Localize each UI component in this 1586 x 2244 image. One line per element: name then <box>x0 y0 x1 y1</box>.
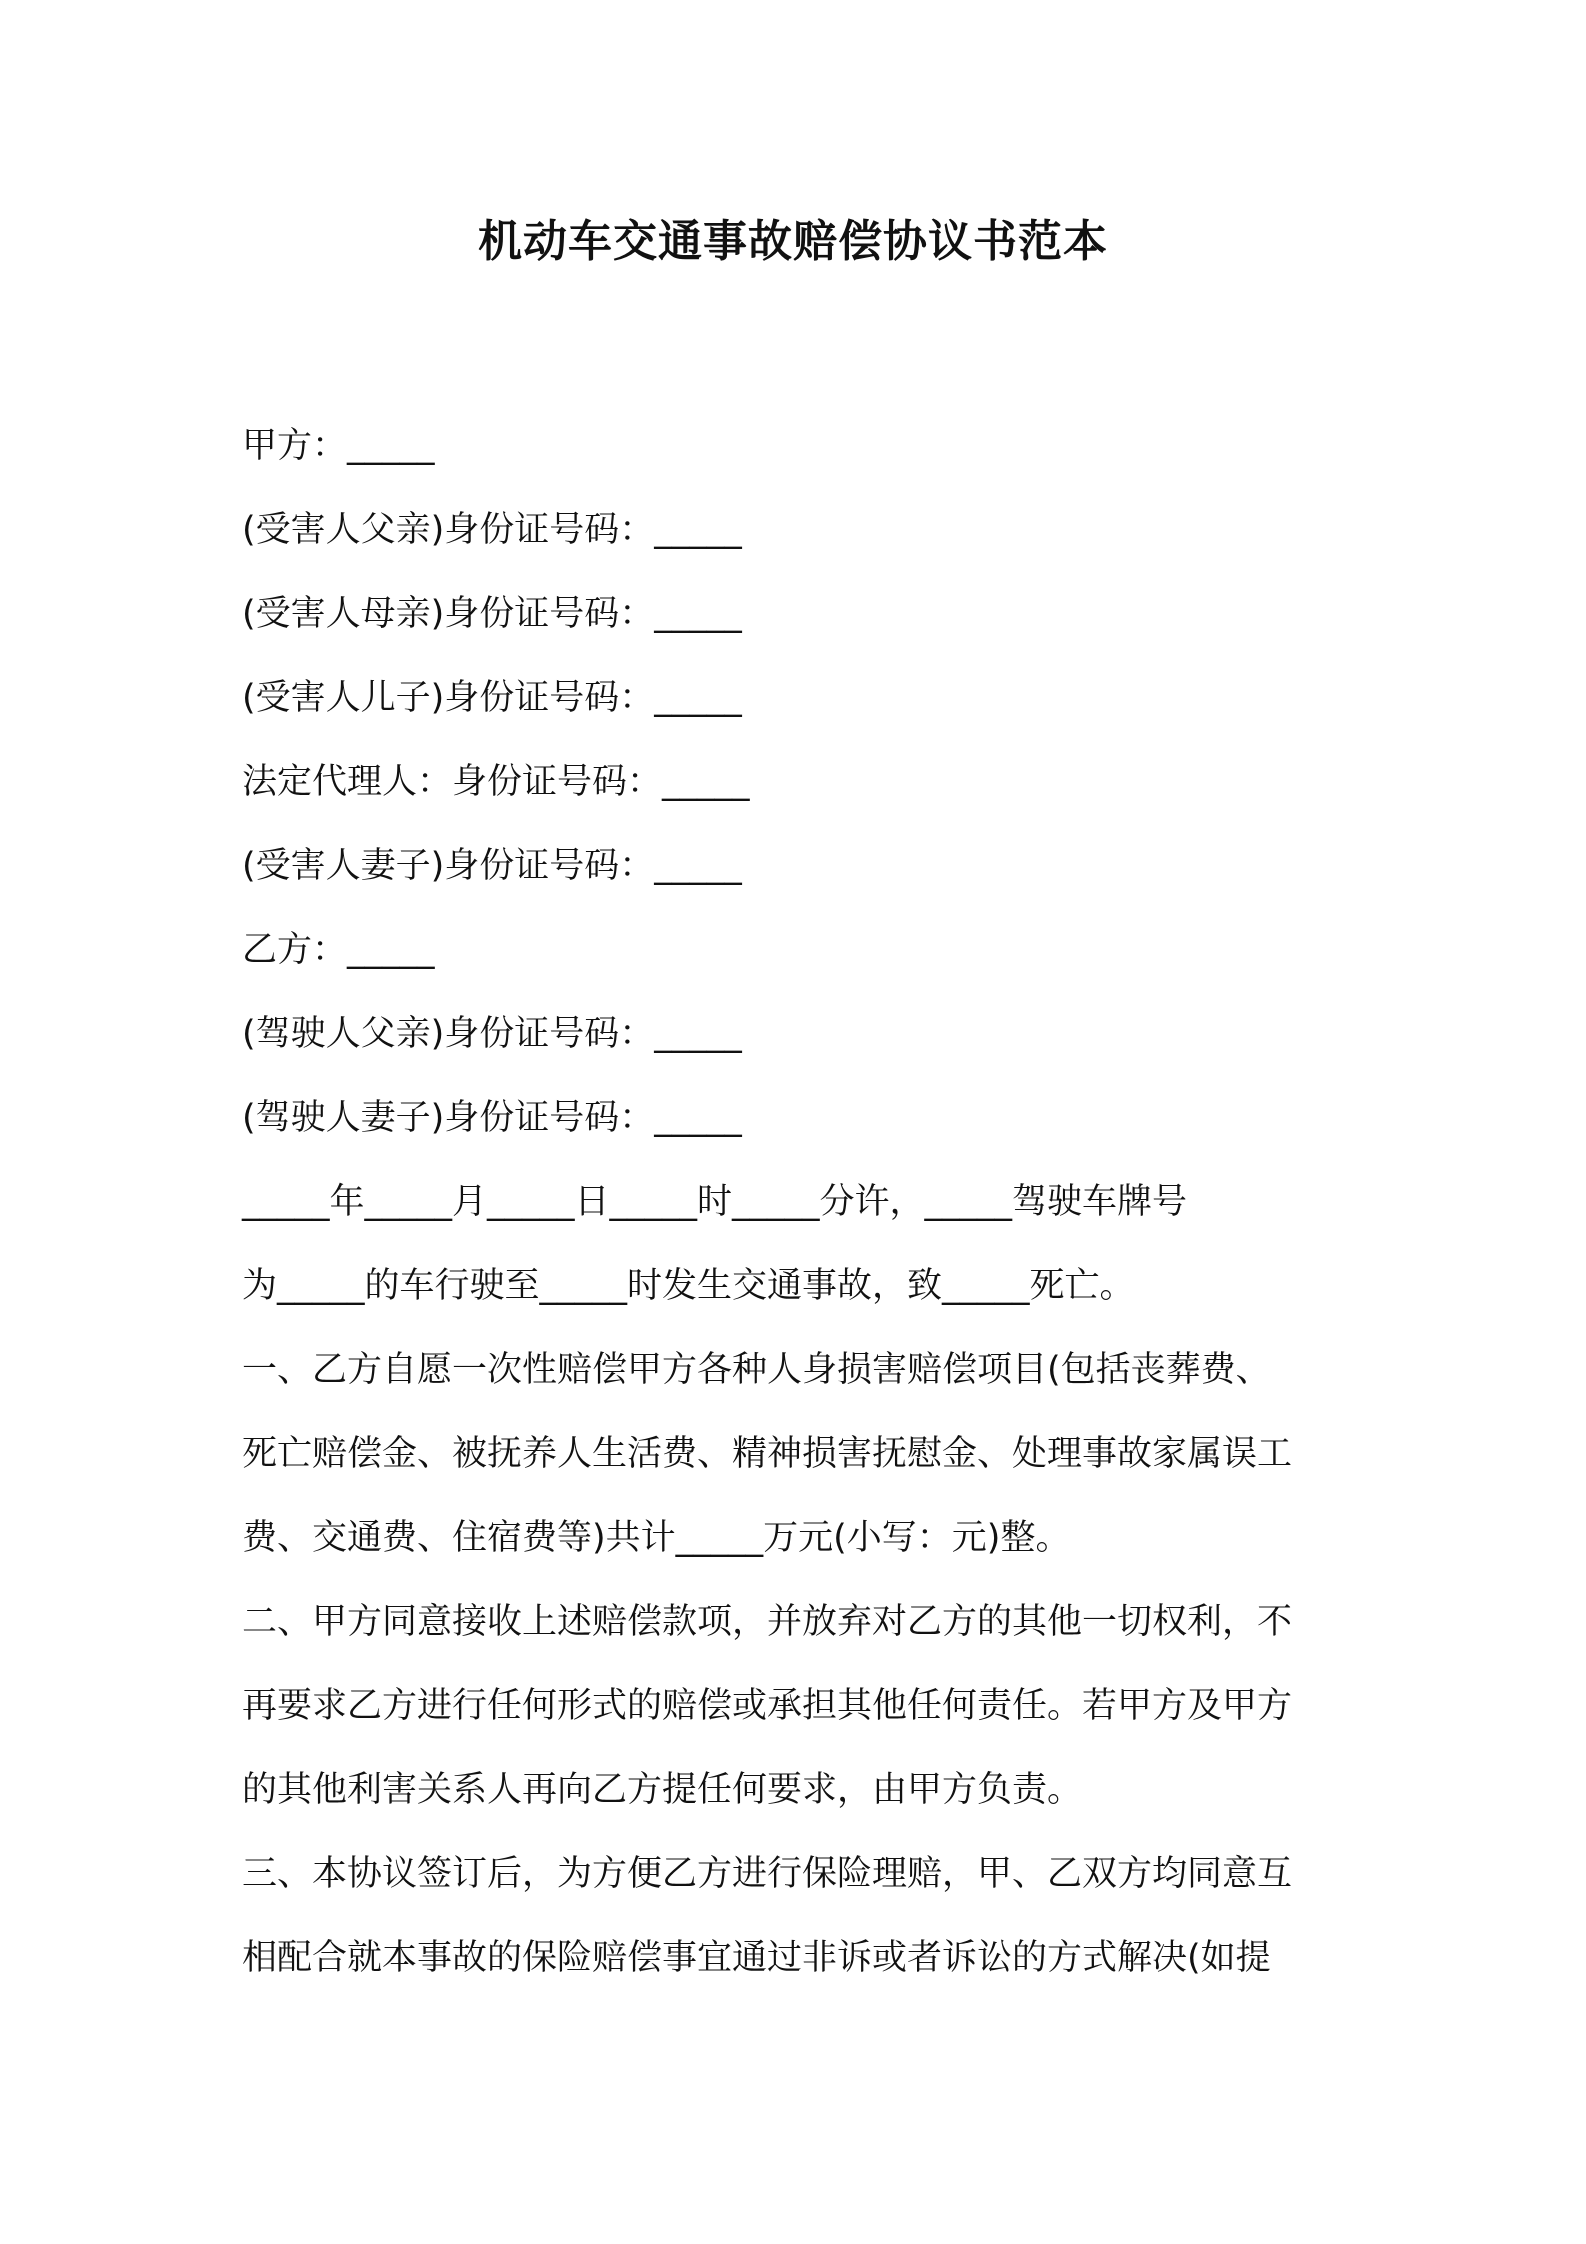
clause-3-line-1: 三、本协议签订后，为方便乙方进行保险理赔，甲、乙双方均同意互 <box>242 1854 1293 1894</box>
document-title: 机动车交通事故赔偿协议书范本 <box>478 216 1108 267</box>
legal-agent-id-line: 法定代理人：身份证号码：_____ <box>242 762 750 802</box>
driver-father-id-line: (驾驶人父亲)身份证号码：_____ <box>242 1014 742 1054</box>
clause-1-line-2: 死亡赔偿金、被抚养人生活费、精神损害抚慰金、处理事故家属误工 <box>242 1434 1293 1474</box>
document-body <box>242 404 1352 2000</box>
clause-1-line-1: 一、乙方自愿一次性赔偿甲方各种人身损害赔偿项目(包括丧葬费、 <box>242 1350 1271 1390</box>
victim-father-id-line: (受害人父亲)身份证号码：_____ <box>242 510 742 550</box>
party-a-line: 甲方：_____ <box>242 426 435 466</box>
party-b-line: 乙方：_____ <box>242 930 435 970</box>
accident-time-line: _____年_____月_____日_____时_____分许，_____驾驶车牌号 <box>242 1182 1188 1222</box>
driver-wife-id-line: (驾驶人妻子)身份证号码：_____ <box>242 1098 742 1138</box>
clause-2-line-2: 再要求乙方进行任何形式的赔偿或承担其他任何责任。若甲方及甲方 <box>242 1686 1293 1726</box>
clause-3-line-2: 相配合就本事故的保险赔偿事宜通过非诉或者诉讼的方式解决(如提 <box>242 1938 1271 1978</box>
victim-mother-id-line: (受害人母亲)身份证号码：_____ <box>242 594 742 634</box>
clause-2-line-1: 二、甲方同意接收上述赔偿款项，并放弃对乙方的其他一切权利，不 <box>242 1602 1293 1642</box>
victim-son-id-line: (受害人儿子)身份证号码：_____ <box>242 678 742 718</box>
clause-2-line-3: 的其他利害关系人再向乙方提任何要求，由甲方负责。 <box>242 1770 1083 1810</box>
accident-location-line: 为_____的车行驶至_____时发生交通事故，致_____死亡。 <box>242 1266 1135 1306</box>
clause-1-line-3: 费、交通费、住宿费等)共计_____万元(小写：元)整。 <box>242 1518 1071 1558</box>
victim-wife-id-line: (受害人妻子)身份证号码：_____ <box>242 846 742 886</box>
